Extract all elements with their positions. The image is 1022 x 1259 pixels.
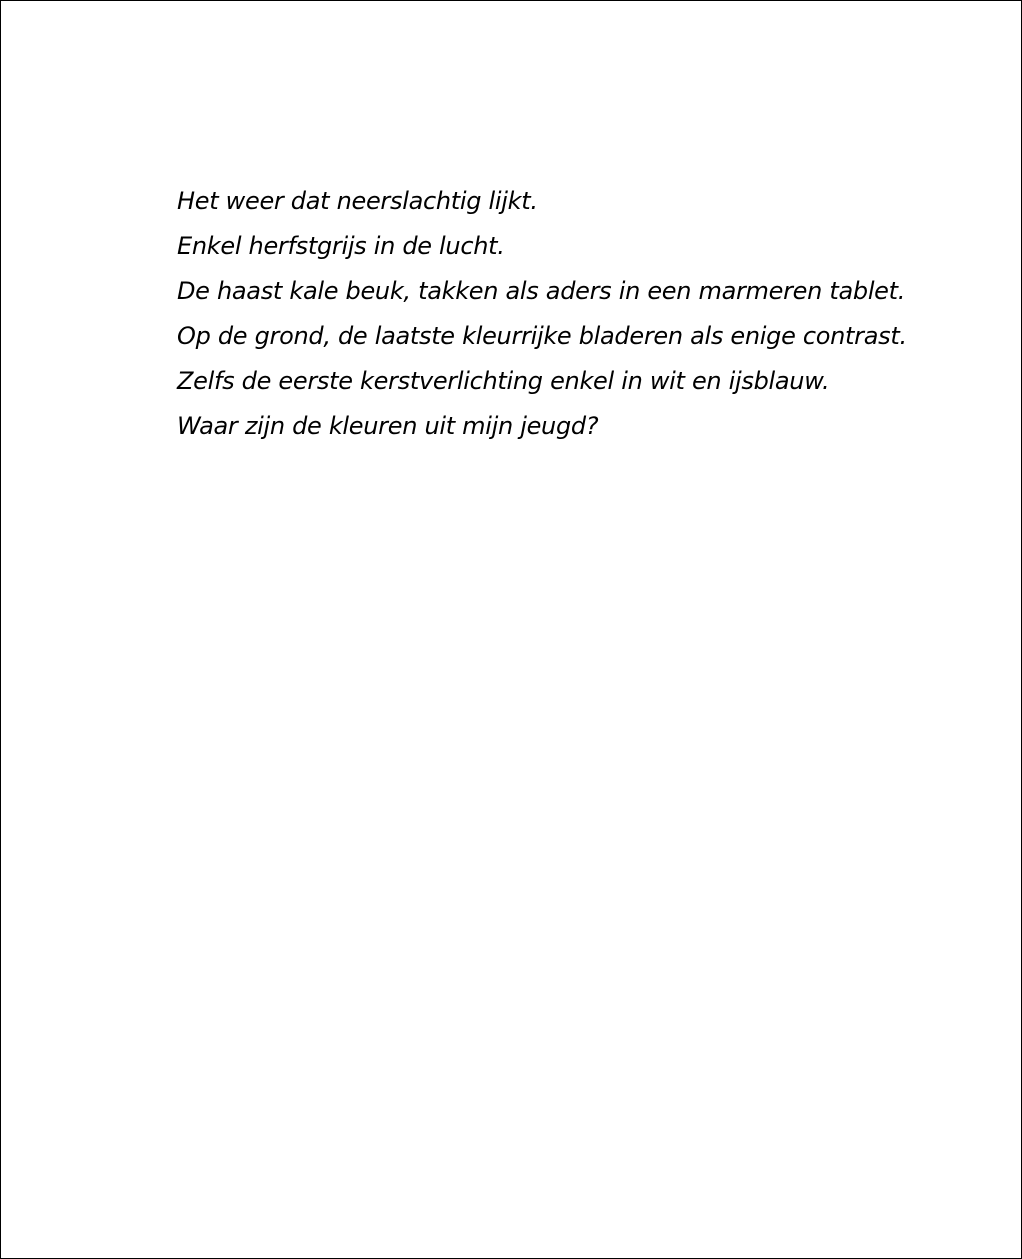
poem-line-4: Op de grond, de laatste kleurrijke bladeren als enige contrast. (177, 322, 907, 350)
poem-line-6: Waar zijn de kleuren uit mijn jeugd? (177, 412, 599, 440)
poem-line-2: Enkel herfstgrijs in de lucht. (177, 232, 505, 260)
poem-line-5: Zelfs de eerste kerstverlichting enkel in wit en ijsblauw. (177, 367, 830, 395)
poem-line-3: De haast kale beuk, takken als aders in een marmeren tablet. (177, 277, 906, 305)
poem-line-1: Het weer dat neerslachtig lijkt. (177, 187, 538, 215)
poem (177, 179, 907, 449)
